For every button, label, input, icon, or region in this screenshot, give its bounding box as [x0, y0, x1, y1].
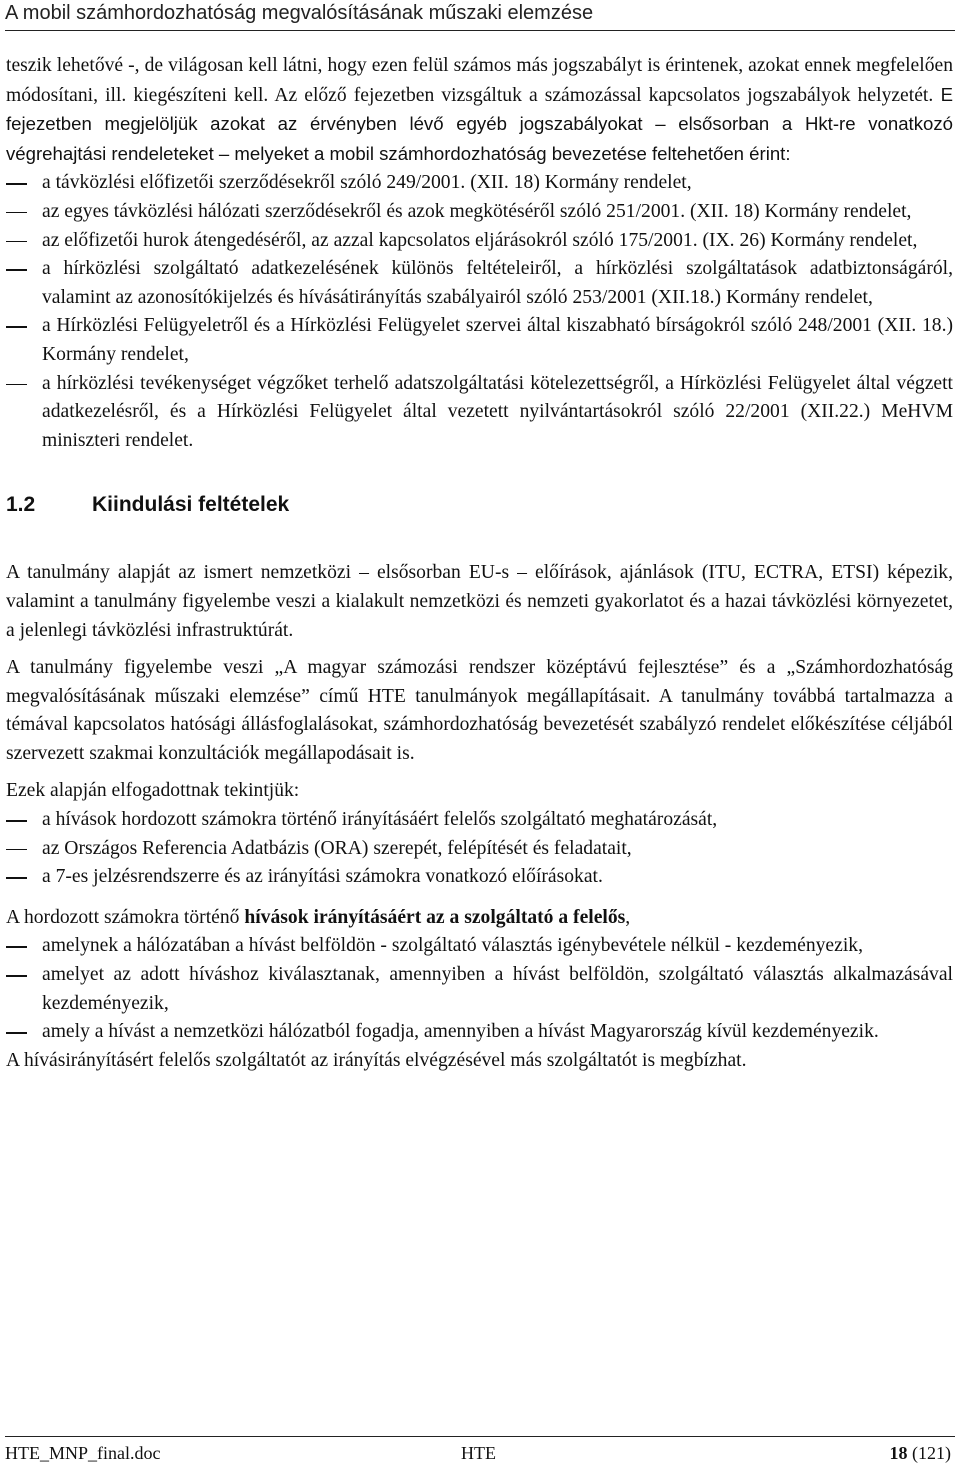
section-heading: [6, 491, 953, 519]
footer-filename: HTE_MNP_final.doc: [5, 1443, 161, 1463]
list-item: a hírközlési tevékenységet végzőket terhelő adatszolgáltatási kötelezettségről, a Hírközlési Felügyelet által végzett adatkezelésről, és a Hírközlési Felügyelet által vezetett nyilvántartásokról szóló 22/2001 (XII.22.) MeHVM miniszteri rendelet.: [6, 370, 953, 456]
header-title: A mobil számhordozhatóság megvalósításának műszaki elemzése: [5, 2, 594, 24]
list-item: a hírközlési szolgáltató adatkezelésének különös feltételeiről, a hírközlési szolgáltatások adatbiztonságáról, valamint az azonosítókijelzés és hívásátirányítás szabályairól szóló 253/2001 (XII.18.) Kormány rendelet,: [6, 255, 953, 312]
list-item: a távközlési előfizetői szerződésekről szóló 249/2001. (XII. 18) Kormány rendelet,: [6, 169, 953, 198]
list-item: az Országos Referencia Adatbázis (ORA) szerepét, felépítését és feladatait,: [6, 835, 953, 864]
footer-page-total: (121): [912, 1443, 951, 1463]
footer-page-number: [890, 1442, 952, 1464]
list-item: a 7-es jelzésrendszerre és az irányítási számokra vonatkozó előírásokat.: [6, 863, 953, 892]
paragraph-studies: A tanulmány figyelembe veszi „A magyar számozási rendszer középtávú fejlesztése” és a „Számhordozhatóság megvalósításának műszaki elemzése” című HTE tanulmányok megállapításait. A tanulmány továbbá tartalmazza a témával kapcsolatos hatósági állásfoglalásokat, számhordozhatóság bevezetését szabályzó rendelet előkészítése céljából szervezett szakmai konzultációk megállapodásait is.: [6, 657, 953, 764]
intro-paragraph: [6, 52, 953, 169]
intro-part-1: teszik lehetővé -, de világosan kell látni, hogy ezen felül számos más jogszabályt is érintenek, azokat ennek megfelelően módosítani, ill. kiegészíteni kell. Az előző fejezetben vizsgáltuk a számozással kapcsolatos jogszabályok helyzetét.: [6, 55, 953, 106]
paragraph-accepted-intro: Ezek alapján elfogadottnak tekintjük:: [6, 780, 300, 802]
page-footer: [5, 1436, 955, 1468]
routing-lead-plain: A hordozott számokra történő: [6, 906, 245, 928]
footer-org: HTE: [461, 1443, 496, 1463]
list-item: az előfizetői hurok átengedéséről, az azzal kapcsolatos eljárásokról szóló 175/2001. (IX. 26) Kormány rendelet,: [6, 227, 953, 256]
paragraph-basis: A tanulmány alapját az ismert nemzetközi – elsősorban EU-s – előírások, ajánlások (ITU, ECTRA, ETSI) képezik, valamint a tanulmány figyelembe veszi a kialakult nemzetközi és nemzeti gyakorlatot és a hazai távközlési környezetet, a jelenlegi távközlési infrastruktúrát.: [6, 562, 953, 641]
accepted-list: [6, 806, 953, 892]
list-item: a Hírközlési Felügyeletről és a Hírközlési Felügyelet szervei által kiszabható bírságokról szóló 248/2001 (XII. 18.) Kormány rendelet,: [6, 312, 953, 369]
regulation-list: [6, 169, 953, 455]
list-item: amely a hívást a nemzetközi hálózatból fogadja, amennyiben a hívást Magyarország kívül kezdeményezik.: [6, 1018, 953, 1047]
list-item: amelyet az adott híváshoz kiválasztanak, amennyiben a hívást belföldön, szolgáltató választás alkalmazásával kezdeményezik,: [6, 961, 953, 1018]
document-body: [6, 52, 953, 1075]
list-item: a hívások hordozott számokra történő irányításáért felelős szolgáltató meghatározását,: [6, 806, 953, 835]
section-title: Kiindulási feltételek: [92, 493, 290, 517]
routing-list: [6, 932, 953, 1046]
footer-page-current: 18: [889, 1443, 908, 1463]
routing-closing: A hívásirányításért felelős szolgáltatót az irányítás elvégzésével más szolgáltatót is megbízhat.: [6, 1049, 747, 1071]
routing-lead: [6, 904, 953, 933]
routing-lead-tail: ,: [625, 906, 631, 928]
section-number: 1.2: [6, 493, 36, 517]
list-item: az egyes távközlési hálózati szerződésekről és azok megkötéséről szóló 251/2001. (XII. 18) Kormány rendelet,: [6, 198, 953, 227]
routing-lead-bold: hívások irányításáért az a szolgáltató a felelős: [244, 906, 626, 928]
intro-part-2: E fejezetben megjelöljük azokat az érvényben lévő egyéb jogszabályokat – elsősorban a Hkt-re vonatkozó végrehajtási rendeleteket – melyeket a mobil számhordozhatóság bevezetése feltehetően érint:: [6, 83, 954, 164]
list-item: amelynek a hálózatában a hívást belföldön - szolgáltató választás igénybevétele nélkül - kezdeményezik,: [6, 932, 953, 961]
page-header: [5, 0, 955, 31]
